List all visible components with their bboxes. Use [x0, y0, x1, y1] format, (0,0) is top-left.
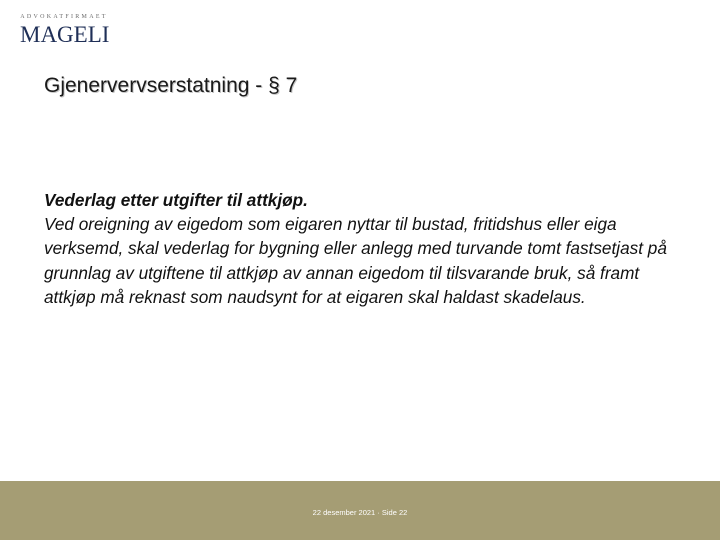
- slide-title: Gjenervervserstatning - § 7: [44, 74, 298, 97]
- content-body: Ved oreigning av eigedom som eigaren nyttar til bustad, fritidshus eller eiga verksemd, skal vederlag for bygning eller anlegg med turvande tomt fastsetjast på grunnlag av utgiftene til attkjøp av annan eigedom til tilsvarande bruk, så framt attkjøp må reknast som naudsynt for at eigaren skal haldast skadelaus.: [44, 214, 667, 307]
- logo-wordmark: MAGELI: [20, 22, 110, 47]
- company-logo: [20, 14, 120, 47]
- slide-content: [44, 188, 684, 309]
- content-heading: Vederlag etter utgifter til attkjøp.: [44, 190, 308, 210]
- footer-date-page: 22 desember 2021 · Side 22: [312, 508, 408, 517]
- logo-subtitle: ADVOKATFIRMAET: [20, 14, 108, 20]
